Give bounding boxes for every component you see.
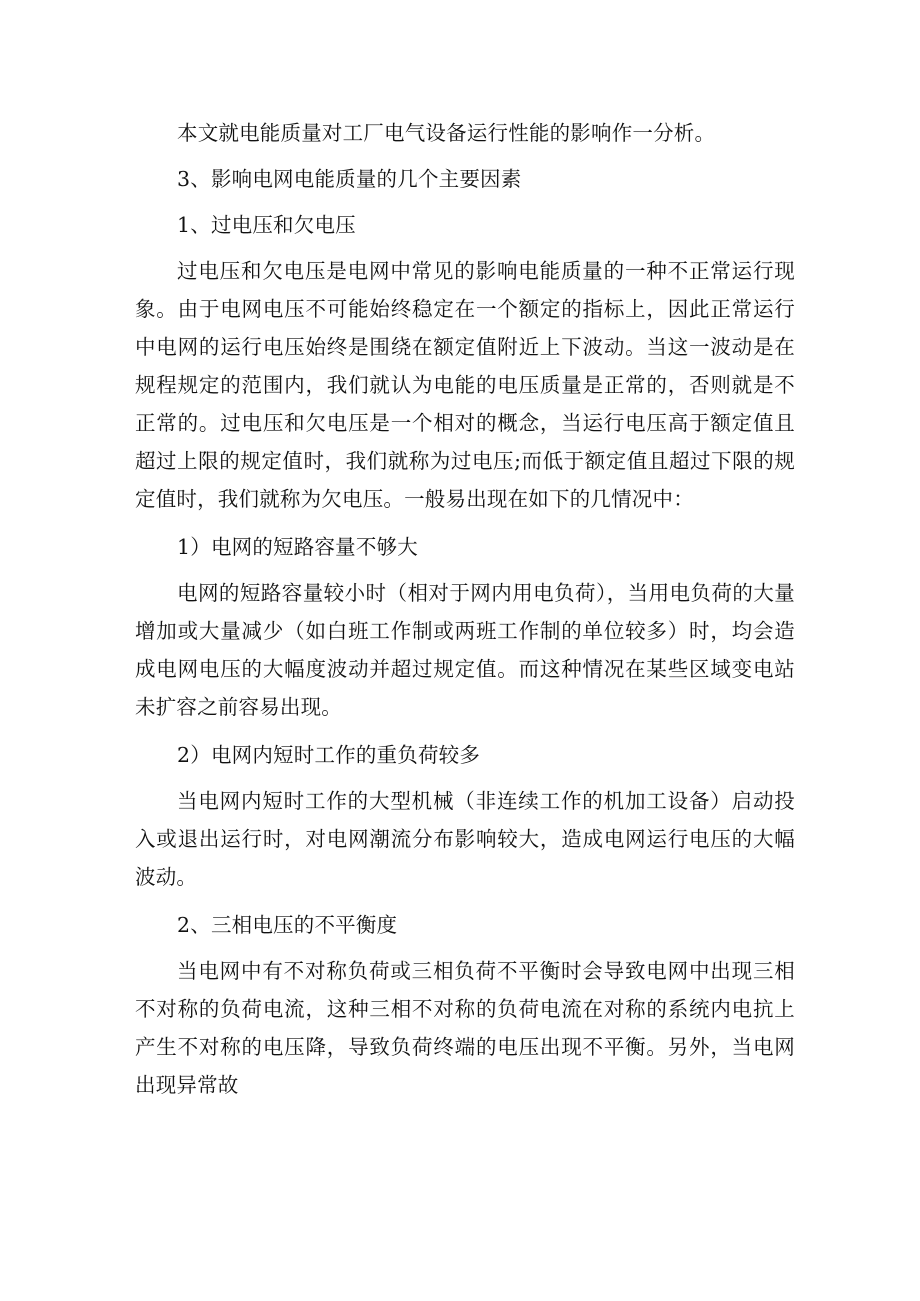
paragraph-short-time-heavy-load: 当电网内短时工作的大型机械（非连续工作的机加工设备）启动投入或退出运行时，对电网潮流分布影响较大，造成电网运行电压的大幅波动。 [135,789,795,889]
subheading-three-phase-unbalance: 2、三相电压的不平衡度 [177,913,398,937]
subheading-short-circuit-capacity: 1）电网的短路容量不够大 [177,535,418,559]
paragraph-three-phase-unbalance: 当电网中有不对称负荷或三相负荷不平衡时会导致电网中出现三相不对称的负荷电流，这种三相不对称的负荷电流在对称的系统内电抗上产生不对称的电压降，导致负荷终端的电压出现不平衡。另外，当电网出现异常故 [135,959,795,1097]
paragraph-short-circuit-capacity: 电网的短路容量较小时（相对于网内用电负荷），当用电负荷的大量增加或大量减少（如白班工作制或两班工作制的单位较多）时，均会造成电网电压的大幅度波动并超过规定值。而这种情况在某些区域变电站未扩容之前容易出现。 [135,581,795,719]
document-body [135,114,795,1114]
paragraph-over-under-voltage: 过电压和欠电压是电网中常见的影响电能质量的一种不正常运行现象。由于电网电压不可能始终稳定在一个额定的指标上，因此正常运行中电网的运行电压始终是围绕在额定值附近上下波动。当这一波动是在规程规定的范围内，我们就认为电能的电压质量是正常的，否则就是不正常的。过电压和欠电压是一个相对的概念，当运行电压高于额定值且超过上限的规定值时，我们就称为过电压;而低于额定值且超过下限的规定值时，我们就称为欠电压。一般易出现在如下的几情况中： [135,259,795,511]
subheading-short-time-heavy-load: 2）电网内短时工作的重负荷较多 [177,743,481,767]
section-heading-factors: 3、影响电网电能质量的几个主要因素 [177,167,522,191]
intro-paragraph: 本文就电能质量对工厂电气设备运行性能的影响作一分析。 [177,121,716,145]
subheading-over-under-voltage: 1、过电压和欠电压 [177,213,356,237]
